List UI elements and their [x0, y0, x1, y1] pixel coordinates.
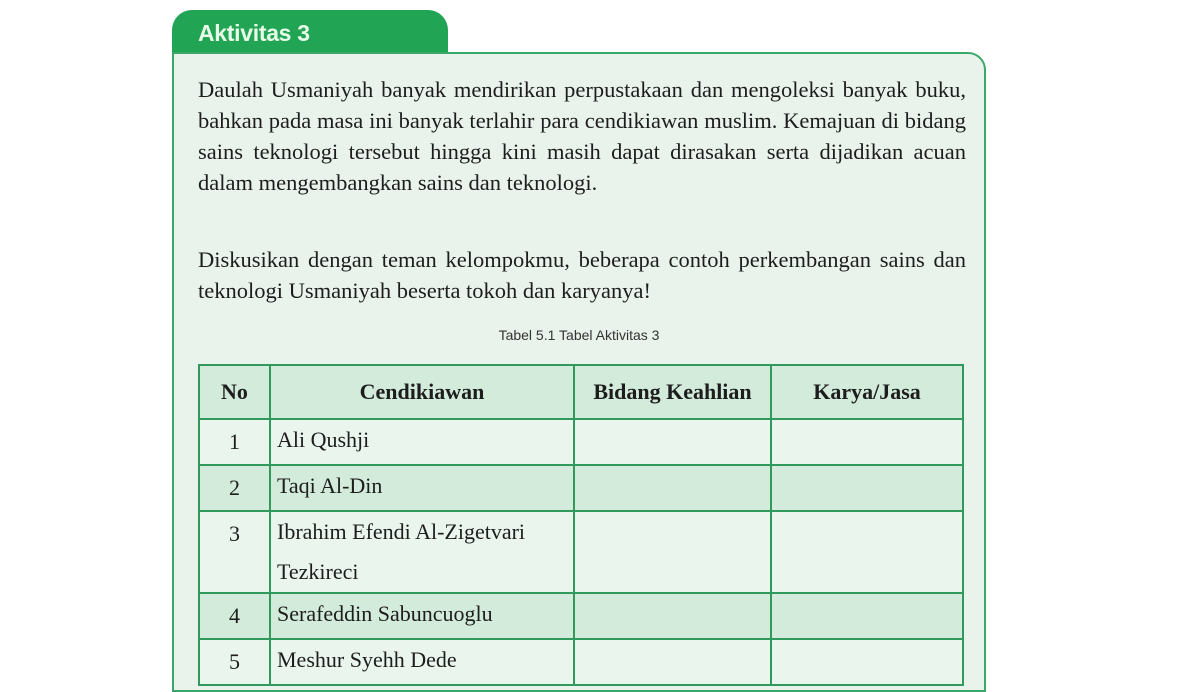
cell-no: 2	[199, 465, 270, 511]
cell-cendikiawan: Meshur Syehh Dede	[270, 639, 574, 685]
cell-karya-jasa[interactable]	[771, 593, 963, 639]
cell-karya-jasa[interactable]	[771, 639, 963, 685]
table-header-row	[199, 365, 963, 419]
table-row	[199, 593, 963, 639]
cell-bidang-keahlian[interactable]	[574, 419, 771, 465]
cell-bidang-keahlian[interactable]	[574, 465, 771, 511]
cell-no: 1	[199, 419, 270, 465]
header-bidang-keahlian: Bidang Keahlian	[574, 365, 771, 419]
table-row	[199, 465, 963, 511]
cell-cendikiawan: Taqi Al-Din	[270, 465, 574, 511]
activity-box	[172, 52, 986, 692]
cell-karya-jasa[interactable]	[771, 419, 963, 465]
cell-cendikiawan: Ibrahim Efendi Al-Zigetvari Tezkireci	[270, 511, 574, 593]
table-row	[199, 419, 963, 465]
header-no: No	[199, 365, 270, 419]
cell-no: 5	[199, 639, 270, 685]
intro-paragraph: Daulah Usmaniyah banyak mendirikan perpustakaan dan mengoleksi banyak buku, bahkan pada masa ini banyak terlahir para cendikiawan muslim. Kemajuan di bidang sains teknologi tersebut hingga kini masih dapat dirasakan serta dijadikan acuan dalam mengembangkan sains dan teknologi.	[198, 77, 966, 195]
cell-cendikiawan: Serafeddin Sabuncuoglu	[270, 593, 574, 639]
cell-no: 3	[199, 511, 270, 593]
cell-bidang-keahlian[interactable]	[574, 511, 771, 593]
table-caption: Tabel 5.1 Tabel Aktivitas 3	[498, 327, 660, 343]
table-row	[199, 639, 963, 685]
cell-cendikiawan: Ali Qushji	[270, 419, 574, 465]
header-cendikiawan: Cendikiawan	[270, 365, 574, 419]
cell-bidang-keahlian[interactable]	[574, 639, 771, 685]
cell-no: 4	[199, 593, 270, 639]
header-karya-jasa: Karya/Jasa	[771, 365, 963, 419]
cell-karya-jasa[interactable]	[771, 511, 963, 593]
activity-table	[198, 364, 964, 686]
cell-karya-jasa[interactable]	[771, 465, 963, 511]
instruction-paragraph: Diskusikan dengan teman kelompokmu, beberapa contoh perkembangan sains dan teknologi Usmaniyah beserta tokoh dan karyanya!	[198, 247, 966, 303]
table-row	[199, 511, 963, 593]
activity-title: Aktivitas 3	[198, 20, 310, 46]
cell-bidang-keahlian[interactable]	[574, 593, 771, 639]
